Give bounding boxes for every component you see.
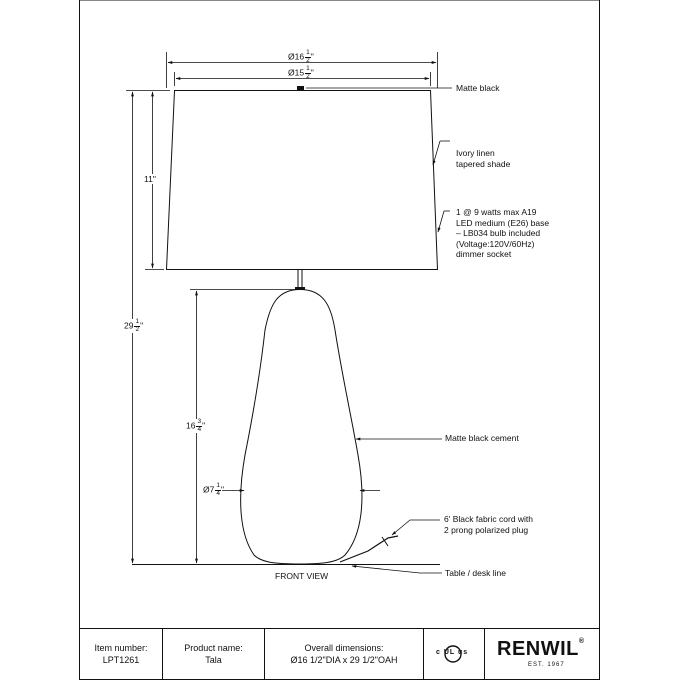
dim-unit: " <box>202 420 206 431</box>
lamp-shade <box>167 86 438 270</box>
callout-line: 1 @ 9 watts max A19 <box>456 207 537 217</box>
lamp-body <box>241 290 362 565</box>
dim-unit: " <box>140 320 144 331</box>
dim-den: 2 <box>306 56 310 64</box>
dim-den: 2 <box>306 72 310 80</box>
lamp-stem <box>298 270 302 290</box>
dim-num: 1 <box>216 482 220 489</box>
dim-den: 4 <box>216 489 220 497</box>
callout-cord <box>444 514 533 535</box>
callout-line: – LB034 bulb included <box>456 228 541 238</box>
brand-logo <box>497 638 585 661</box>
dim-unit: " <box>310 67 314 78</box>
overall-dimensions-label: Overall dimensions: <box>304 643 384 653</box>
callout-bulb <box>456 207 549 260</box>
dim-value: Ø7 <box>203 484 215 495</box>
callout-shade <box>456 148 510 169</box>
callout-body: Matte black cement <box>445 433 519 443</box>
callout-line: (Voltage:120V/60Hz) <box>456 238 535 249</box>
callout-table: Table / desk line <box>445 568 506 578</box>
dim-value: Ø16 <box>288 51 305 62</box>
dim-num: 1 <box>306 49 310 56</box>
finial <box>297 86 304 91</box>
dim-shade-height: 11" <box>144 174 156 184</box>
dim-num: 1 <box>135 318 140 325</box>
brand-name: RENWIL <box>497 638 579 660</box>
callout-line: Ivory linen <box>456 148 495 158</box>
brand-tagline: EST. 1967 <box>528 662 565 668</box>
item-number-label: Item number: <box>94 643 148 653</box>
dim-num: 3 <box>197 418 202 425</box>
view-label: FRONT VIEW <box>275 571 329 581</box>
overall-dimensions-value: Ø16 1/2"DIA x 29 1/2"OAH <box>290 655 398 665</box>
dim-value: 29 <box>124 320 134 331</box>
dim-base-height <box>186 419 205 433</box>
dim-den: 4 <box>197 425 202 433</box>
dim-base-width <box>203 483 224 497</box>
dim-den: 2 <box>135 325 140 333</box>
item-number-cell <box>80 628 162 680</box>
dim-shade-top <box>288 50 314 64</box>
dim-num: 1 <box>306 65 310 72</box>
callout-line: tapered shade <box>456 158 511 169</box>
product-name-value: Tala <box>205 655 222 665</box>
dim-unit: " <box>220 484 224 495</box>
dim-value: 16 <box>186 420 196 431</box>
item-number-value: LPT1261 <box>102 655 140 665</box>
callout-line: dimmer socket <box>456 249 512 259</box>
dim-shade-fitter <box>288 66 314 80</box>
brand-registered-mark: ® <box>578 638 585 645</box>
dim-unit: " <box>310 51 314 62</box>
callout-line: 2 prong polarized plug <box>444 524 529 535</box>
product-name-label: Product name: <box>184 643 243 653</box>
product-name-cell <box>163 628 264 680</box>
callout-line: 6' Black fabric cord with <box>444 514 534 524</box>
ul-cert-text: c UL us <box>436 649 469 656</box>
callout-line: LED medium (E26) base <box>456 217 550 228</box>
callout-finial: Matte black <box>456 83 500 93</box>
dim-overall-height <box>124 319 143 333</box>
dim-value: Ø15 <box>288 67 305 78</box>
overall-dimensions-cell <box>265 628 423 680</box>
